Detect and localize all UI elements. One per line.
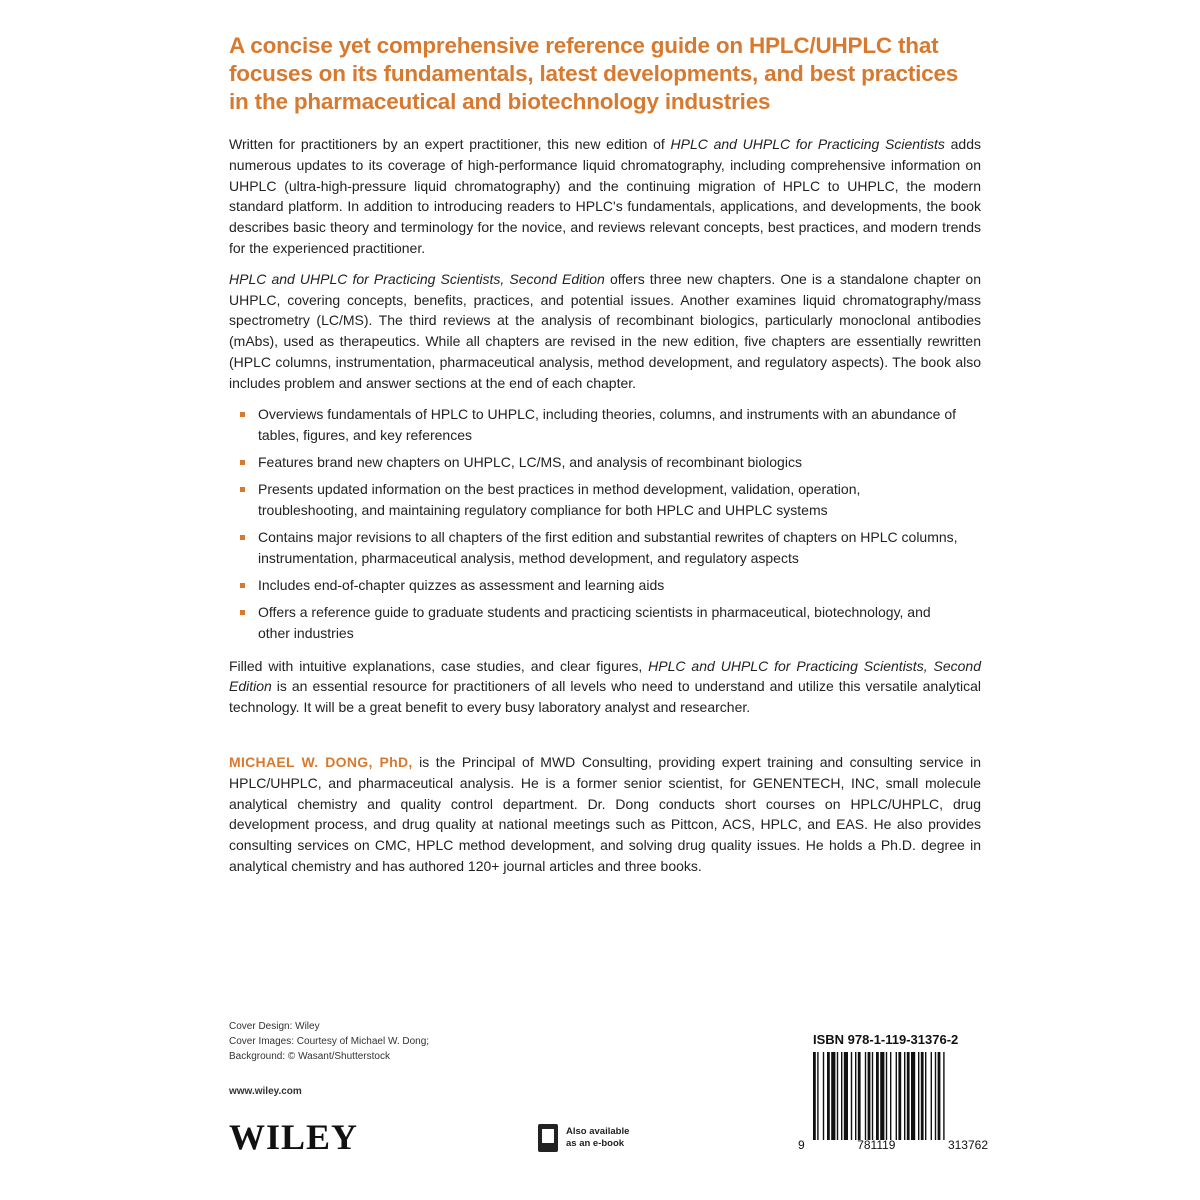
ebook-label: Also available as an e-book (566, 1126, 630, 1149)
feature-list (229, 404, 981, 644)
second-rest: offers three new chapters. One is a standalone chapter on UHPLC, covering concepts, benefits, practices, and potential issues. Another examines liquid chromatography/mass spectrometry (LC/MS). The third reviews at the analysis of recombinant biologics, particularly monoclonal antibodies (mAbs), used as therapeutics. While all chapters are revised in the new edition, five chapters are essentially rewritten (HPLC columns, instrumentation, pharmaceutical analysis, method development, and regulatory aspects). The book also includes problem and answer sections at the end of each chapter. (229, 270, 981, 391)
credit-line: Cover Design: Wiley (229, 1021, 320, 1032)
barcode-bar (935, 1052, 936, 1140)
second-book-title: HPLC and UHPLC for Practicing Scientists, Second Edition (229, 270, 605, 287)
back-cover-content (229, 32, 981, 887)
barcode-bar (880, 1052, 884, 1140)
barcode-bar (876, 1052, 879, 1140)
ebook-badge (538, 1124, 629, 1152)
barcode-bar (851, 1052, 852, 1140)
list-item: Presents updated information on the best practices in method development, validation, operation, troubleshooting, and maintaining regulatory compliance for both HPLC and UHPLC systems (229, 479, 958, 521)
barcode-bar (896, 1052, 897, 1140)
intro-lead: Written for practitioners by an expert practitioner, this new edition of (229, 136, 671, 152)
credit-line: Background: © Wasant/Shutterstock (229, 1051, 390, 1062)
ebook-device-icon (538, 1124, 558, 1152)
author-bio (229, 752, 981, 877)
publisher-website: www.wiley.com (229, 1086, 302, 1097)
list-item: Offers a reference guide to graduate students and practicing scientists in pharmaceutical, biotechnology, and other industries (229, 602, 958, 644)
barcode-bar (837, 1052, 838, 1140)
barcode-digit-group: 781119 (857, 1138, 896, 1152)
intro-rest: adds numerous updates to its coverage of high-performance liquid chromatography, including comprehensive information on UHPLC (ultra-high-pressure liquid chromatography) and the continuing migration of HPLC to UHPLC, the modern standard platform. In addition to introducing readers to HPLC's fundamentals, applications, and developments, the book describes basic theory and terminology for the novice, and reviews relevant concepts, best practices, and modern trends for the experienced practitioner. (229, 136, 982, 256)
bullet-icon (240, 610, 245, 615)
barcode-bar (890, 1052, 891, 1140)
second-paragraph (229, 269, 981, 394)
bullet-icon (240, 487, 245, 492)
barcode-bar (841, 1052, 842, 1140)
barcode-digits (798, 1138, 988, 1152)
barcode-bar (827, 1052, 830, 1140)
bullet-icon (240, 535, 245, 540)
barcode-bar (817, 1052, 818, 1140)
barcode-icon (813, 1052, 981, 1140)
list-item: Features brand new chapters on UHPLC, LC/MS, and analysis of recombinant biologics (229, 452, 958, 473)
list-item: Includes end-of-chapter quizzes as assessment and learning aids (229, 575, 958, 596)
barcode-bar (938, 1052, 941, 1140)
publisher-logo: WILEY (229, 1117, 359, 1157)
closing-paragraph (229, 656, 981, 718)
bullet-icon (240, 460, 245, 465)
credit-line: Cover Images: Courtesy of Michael W. Dong; (229, 1036, 430, 1047)
closing-rest: is an essential resource for practitioners of all levels who need to understand and utilize this versatile analytical technology. It will be a great benefit to every busy laboratory analyst and researcher. (229, 678, 981, 716)
cover-credits (229, 1019, 429, 1064)
barcode-bar (886, 1052, 887, 1140)
bullet-icon (240, 412, 245, 417)
barcode-digit-group: 313762 (947, 1138, 988, 1152)
isbn-label: ISBN 978-1-119-31376-2 (813, 1032, 959, 1047)
author-name: MICHAEL W. DONG, PhD, (229, 753, 413, 770)
barcode-digit-group: 9 (798, 1138, 805, 1152)
barcode-bar (921, 1052, 924, 1140)
closing-lead: Filled with intuitive explanations, case studies, and clear figures, (229, 657, 649, 674)
intro-paragraph (229, 134, 981, 259)
list-item: Contains major revisions to all chapters of the first edition and substantial rewrites of chapters on HPLC columns, instrumentation, pharmaceutical analysis, method development, and regulatory aspects (229, 527, 958, 569)
barcode-bar (918, 1052, 919, 1140)
barcode-bar (872, 1052, 873, 1140)
barcode-bar (907, 1052, 910, 1140)
barcode-bar (931, 1052, 932, 1140)
barcode-bar (855, 1052, 856, 1140)
barcode-bar (868, 1052, 871, 1140)
intro-book-title: HPLC and UHPLC for Practicing Scientists (670, 136, 945, 152)
headline: A concise yet comprehensive reference guide on HPLC/UHPLC that focuses on its fundamentals, latest developments, and best practices in the pharmaceutical and biotechnology industries (229, 33, 959, 114)
barcode-bar (813, 1052, 816, 1140)
bullet-icon (240, 583, 245, 588)
barcode-bar (858, 1052, 861, 1140)
barcode-bar (831, 1052, 835, 1140)
barcode-bar (823, 1052, 824, 1140)
barcode-bar (904, 1052, 905, 1140)
barcode-bar (844, 1052, 848, 1140)
barcode-bar (898, 1052, 901, 1140)
barcode-bar (911, 1052, 915, 1140)
closing-book-title: HPLC and UHPLC for Practicing Scientists, Second Edition (229, 657, 981, 695)
barcode-bar (865, 1052, 866, 1140)
author-bio-text: is the Principal of MWD Consulting, providing expert training and consulting service in HPLC/UHPLC, and pharmaceutical analysis. He is a former senior scientist, for GENENTECH, INC, small molecule analytical chemistry and quality control department. Dr. Dong conducts short courses on HPLC/UHPLC, drug development process, and drug quality at national meetings such as Pittcon, ACS, HPLC, and EAS. He also provides consulting services on CMC, HPLC method development, and solving drug quality issues. He holds a Ph.D. degree in analytical chemistry and has authored 120+ journal articles and three books. (229, 753, 981, 874)
barcode-bar (925, 1052, 926, 1140)
barcode-bar (943, 1052, 944, 1140)
list-item: Overviews fundamentals of HPLC to UHPLC, including theories, columns, and instruments with an abundance of tables, figures, and key references (229, 404, 958, 446)
